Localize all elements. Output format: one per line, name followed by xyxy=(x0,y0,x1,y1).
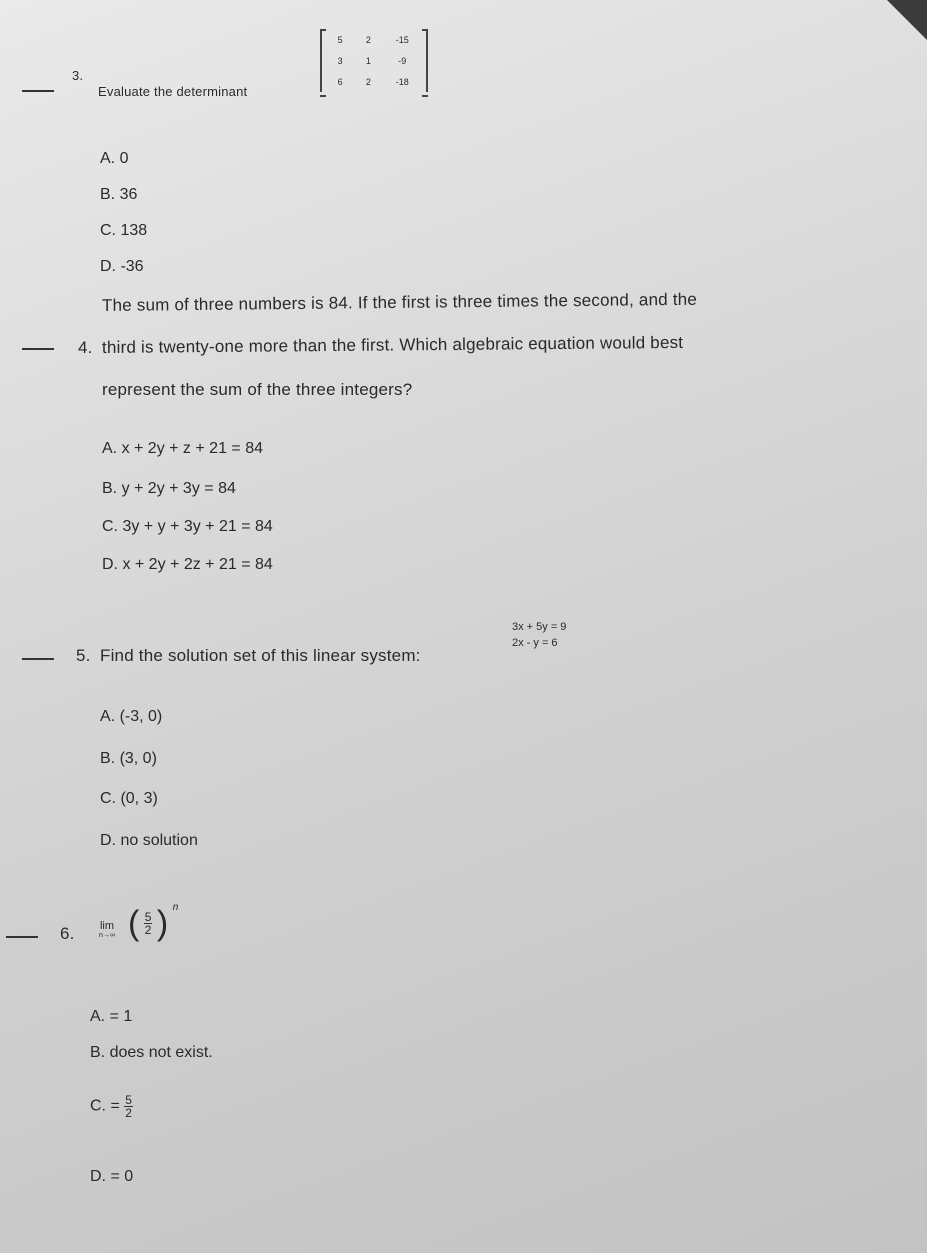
q6-option-c-fraction xyxy=(124,1094,133,1119)
q4-option-a: A. x + 2y + z + 21 = 84 xyxy=(102,440,263,457)
q6-option-c xyxy=(90,1094,133,1119)
q3-option-d: D. -36 xyxy=(100,258,144,275)
q3-option-c: C. 138 xyxy=(100,222,148,239)
q6-option-a: A. = 1 xyxy=(90,1008,133,1025)
question-5-number: 5. xyxy=(76,646,91,665)
q5-option-c: C. (0, 3) xyxy=(100,790,158,807)
limit-fraction-denominator: 2 xyxy=(144,923,152,938)
question-4-number: 4. xyxy=(78,338,93,357)
matrix-cell: 3 xyxy=(337,55,343,66)
q5-option-d: D. no solution xyxy=(100,832,198,849)
matrix-cell: -18 xyxy=(395,76,409,87)
limit-expression xyxy=(90,920,124,939)
q3-option-a: A. 0 xyxy=(100,150,129,167)
answer-blank-6[interactable] xyxy=(6,936,38,938)
matrix-cell: 5 xyxy=(337,35,343,46)
matrix-cell: 2 xyxy=(365,76,371,87)
matrix-cell: 6 xyxy=(337,76,343,87)
answer-blank-4[interactable] xyxy=(22,348,54,350)
question-4-line-3: represent the sum of the three integers? xyxy=(102,380,413,399)
answer-blank-5[interactable] xyxy=(22,658,54,660)
question-4-line-1: The sum of three numbers is 84. If the first is three times the second, and the xyxy=(101,289,698,315)
matrix-cell: -9 xyxy=(398,55,407,66)
limit-exponent: n xyxy=(172,902,179,913)
matrix-cell: 2 xyxy=(365,35,371,46)
left-paren: ( xyxy=(128,904,140,943)
q5-option-a: A. (-3, 0) xyxy=(100,708,163,725)
q6-option-c-numerator: 5 xyxy=(125,1093,132,1107)
q4-option-d: D. x + 2y + 2z + 21 = 84 xyxy=(102,556,273,573)
limit-label: lim xyxy=(99,920,115,932)
q6-option-b: B. does not exist. xyxy=(90,1044,213,1061)
q6-option-d: D. = 0 xyxy=(90,1168,134,1185)
q6-option-c-prefix: C. = xyxy=(90,1097,120,1115)
background-corner xyxy=(887,0,927,40)
limit-fraction-numerator: 5 xyxy=(144,910,152,925)
system-equation-1: 3x + 5y = 9 xyxy=(512,621,567,633)
q5-option-b: B. (3, 0) xyxy=(100,750,157,767)
right-paren: ) xyxy=(156,904,169,943)
question-3-prompt: Evaluate the determinant xyxy=(98,84,248,99)
q4-option-c: C. 3y + y + 3y + 21 = 84 xyxy=(102,518,273,535)
question-6-number: 6. xyxy=(60,924,75,943)
limit-fraction xyxy=(144,911,153,936)
limit-subscript: n→∞ xyxy=(99,932,115,939)
question-4-line-2: third is twenty-one more than the first. Which algebraic equation would best xyxy=(101,332,684,357)
limit-fraction-group xyxy=(128,902,178,943)
matrix-cell: 1 xyxy=(365,55,371,66)
q6-option-c-denominator: 2 xyxy=(125,1106,132,1120)
determinant-matrix xyxy=(320,30,428,92)
question-5-prompt: Find the solution set of this linear system: xyxy=(100,646,421,665)
q3-option-b: B. 36 xyxy=(100,186,138,203)
question-3-number: 3. xyxy=(72,68,84,83)
system-equation-2: 2x - y = 6 xyxy=(512,637,558,649)
answer-blank-3[interactable] xyxy=(22,90,54,92)
q4-option-b: B. y + 2y + 3y = 84 xyxy=(102,480,236,497)
matrix-cell: -15 xyxy=(395,35,409,46)
